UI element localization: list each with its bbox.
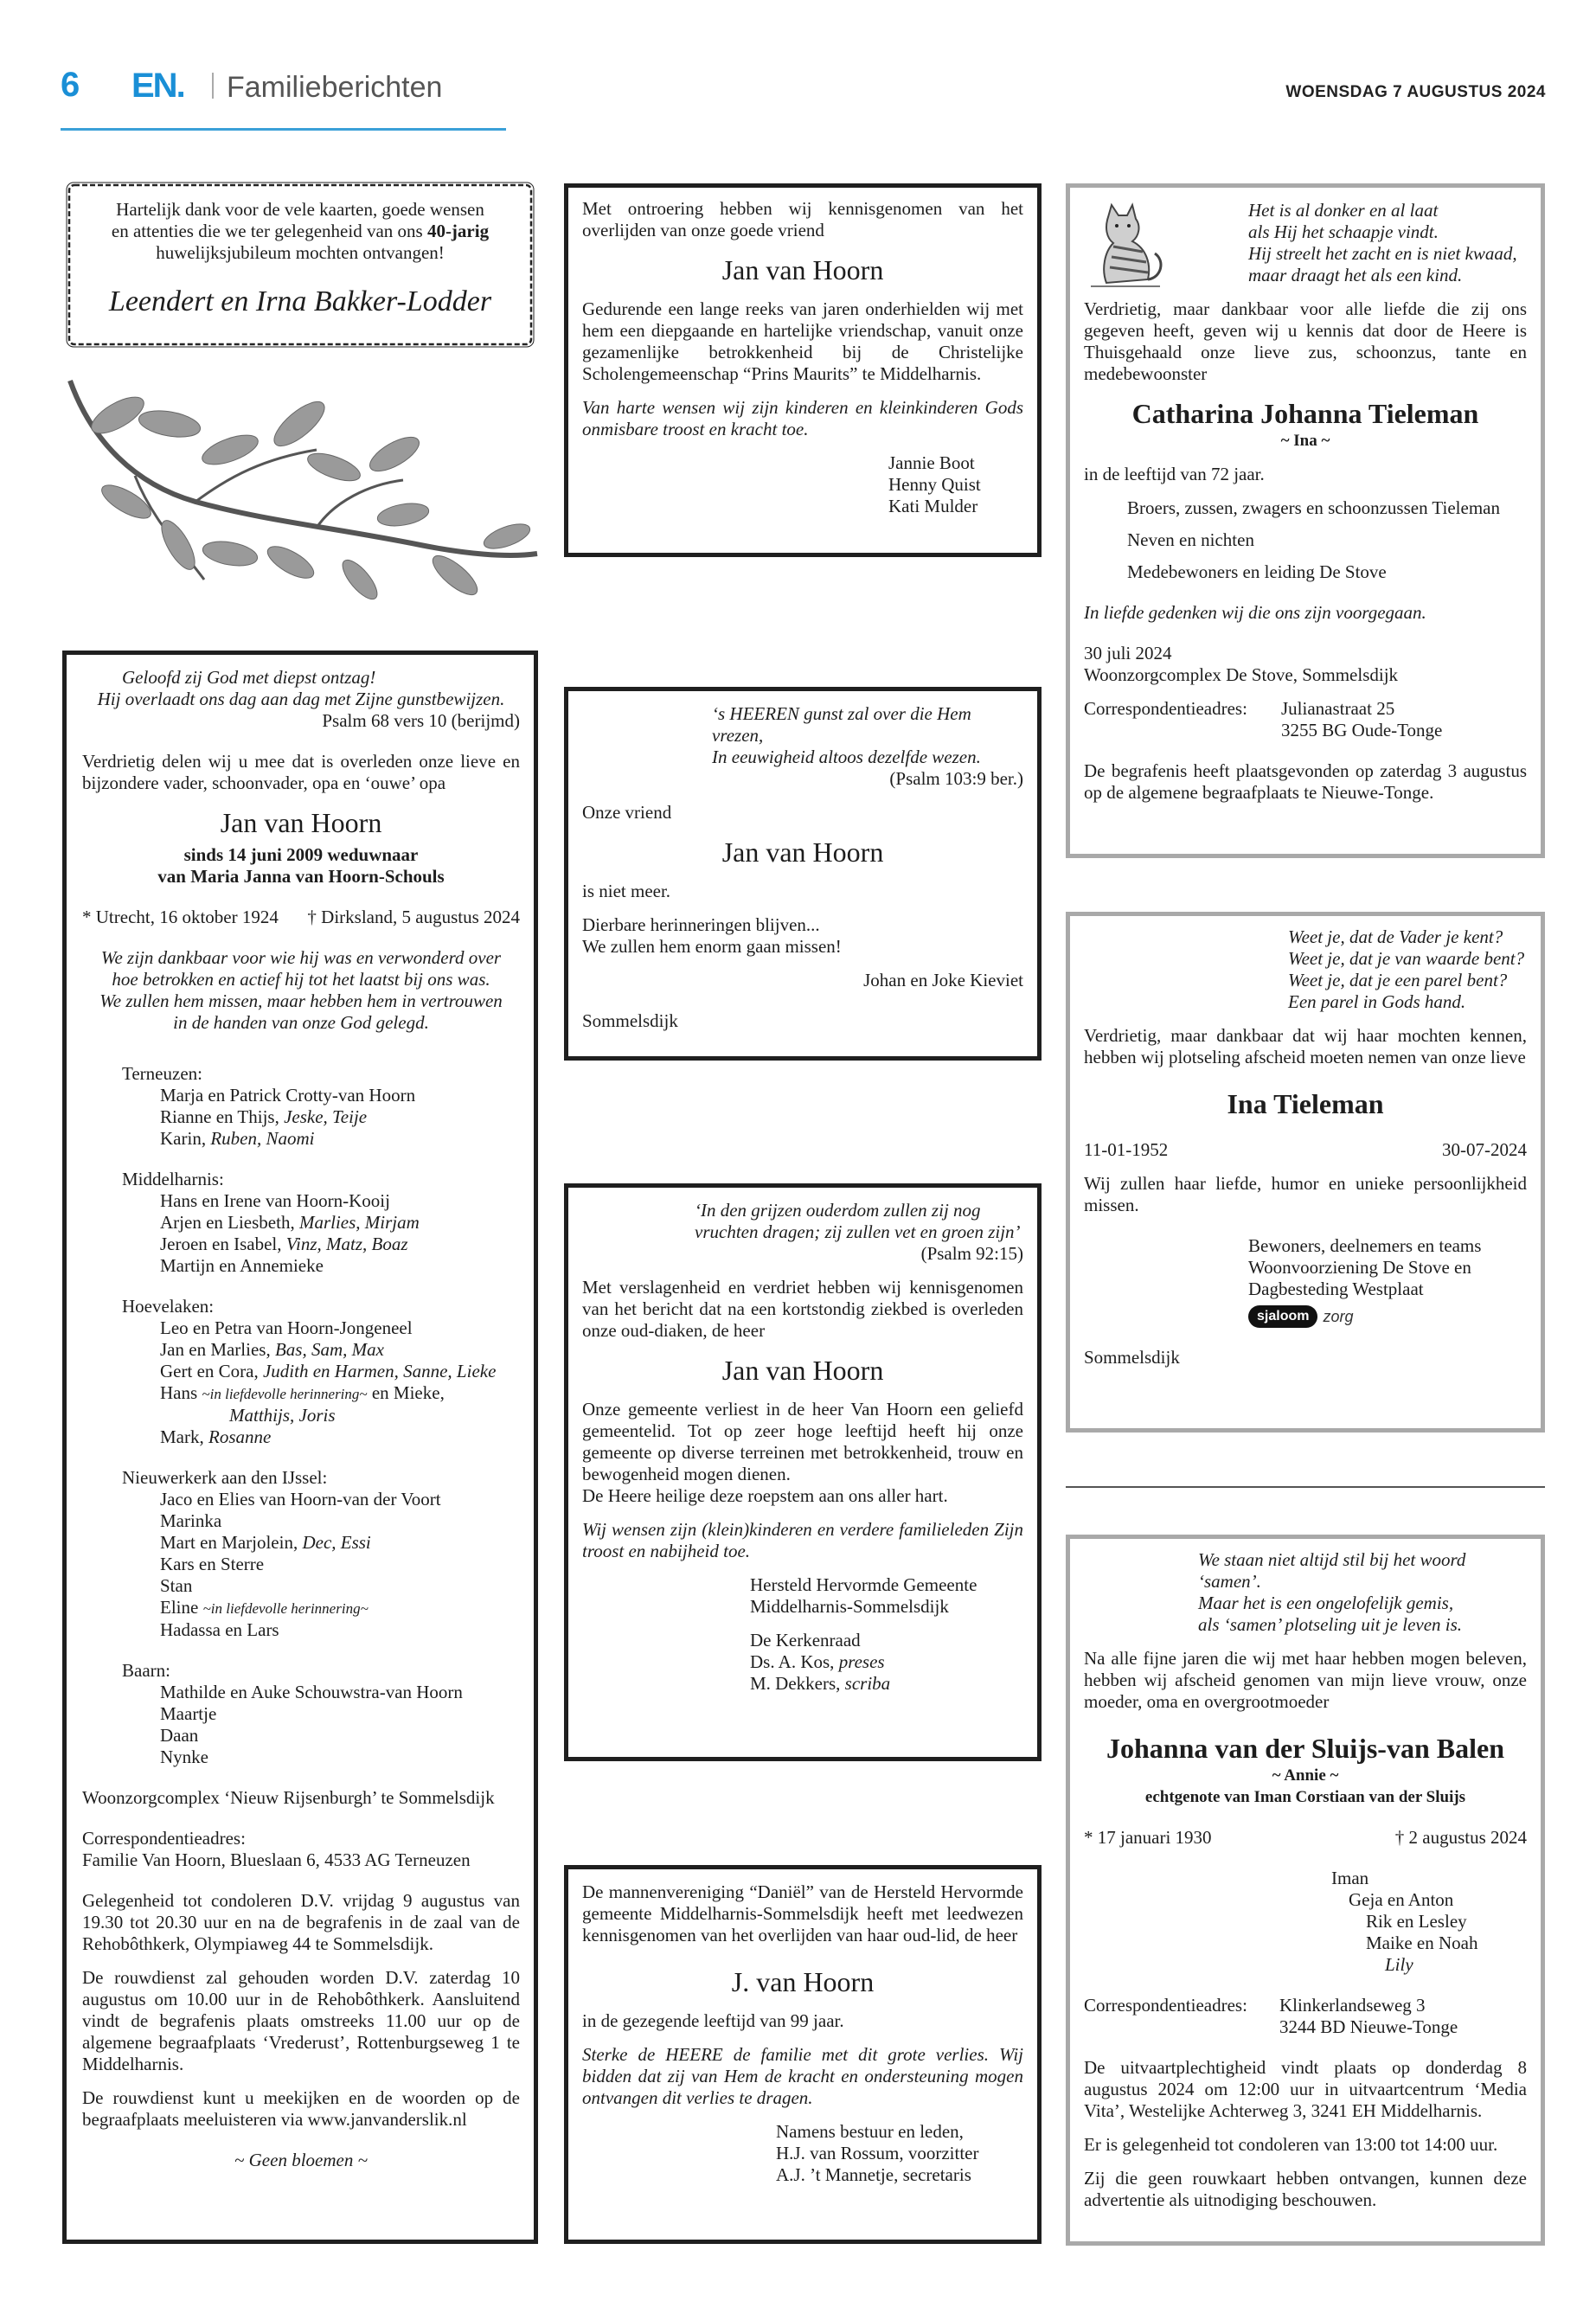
johanna-corr-label: Correspondentieadres: <box>1084 1995 1247 2016</box>
johanna-spouse: echtgenote van Iman Corstiaan van der Sluijs <box>1144 1788 1466 1806</box>
family-line: Hans en Irene van Hoorn-Kooij <box>160 1190 390 1211</box>
friend-place: Sommelsdijk <box>582 1010 678 1031</box>
family-children: Rosanne <box>208 1426 272 1447</box>
thanks-line2 <box>64 221 536 242</box>
friend-memory2: We zullen hem enorm gaan missen! <box>582 936 842 957</box>
church-body1: Onze gemeente verliest in de heer Van Hoorn een geliefd gemeentelid. Tot op zeer hoge leeftijd heeft hij onze gemeente op diverse terreinen met betrokkenheid, trouw en bewogenheid mogen dienen. <box>582 1399 1023 1484</box>
johanna-deceased-name: Johanna van der Sluijs-van Balen <box>1106 1733 1504 1764</box>
family-line: Marja en Patrick Crotty-van Hoorn <box>160 1085 416 1106</box>
family-line <box>82 1426 520 1448</box>
church-org: Hersteld Hervormde Gemeente <box>750 1574 977 1595</box>
column-separator <box>1066 1486 1545 1488</box>
friend-verse2: In eeuwigheid altoos dezelfde wezen. <box>712 747 981 767</box>
ina-deceased-name: Ina Tieleman <box>1227 1088 1384 1119</box>
family-children: Marlies, Mirjam <box>298 1212 420 1233</box>
ad-school <box>564 183 1042 557</box>
family-middelharnis: Middelharnis: <box>122 1169 224 1189</box>
friend-intro: Onze vriend <box>582 802 672 823</box>
school-signer: Jannie Boot <box>888 452 975 473</box>
ina-verse2: Weet je, dat je van waarde bent? <box>1288 948 1525 969</box>
cath-verse3: Hij streelt het zacht en is niet kwaad, <box>1248 243 1517 264</box>
church-wish: Wij wensen zijn (klein)kinderen en verdere familieleden Zijn troost en nabijheid toe. <box>582 1519 1023 1561</box>
ad-johanna <box>1066 1535 1545 2246</box>
family-children: Dec, Essi <box>302 1532 371 1553</box>
johanna-verse3: als ‘samen’ plotseling uit je leven is. <box>1198 1614 1463 1635</box>
johanna-card: Zij die geen rouwkaart hebben ontvangen, kunnen deze advertentie als uitnodiging beschouwen. <box>1084 2168 1527 2210</box>
main-condolence: Gelegenheid tot condoleren D.V. vrijdag 9 augustus van 19.30 tot 20.30 uur en na de begrafenis in de zaal van de Rehobôthkerk, Olympiaweg 44 te Sommelsdijk. <box>82 1890 520 1954</box>
main-died: † Dirksland, 5 augustus 2024 <box>307 907 520 927</box>
johanna-family: Maike en Noah <box>1366 1932 1478 1953</box>
family-children: Judith en Harmen, Sanne, Lieke <box>262 1361 497 1381</box>
family-line: Maartje <box>160 1703 217 1724</box>
main-born: * Utrecht, 16 oktober 1924 <box>82 907 279 927</box>
men-age: in de gezegende leeftijd van 99 jaar. <box>582 2010 844 2031</box>
family-name: Jeroen en Isabel, <box>160 1234 286 1254</box>
church-intro: Met verslagenheid en verdriet hebben wij kennisgenomen van het bericht dat na een kortstondig ziekbed is overleden onze oud-diaken, de heer <box>582 1277 1023 1341</box>
thanks-signature: Leendert en Irna Bakker-Lodder <box>108 285 492 317</box>
friend-memory1: Dierbare herinneringen blijven... <box>582 914 820 935</box>
family-line: Mathilde en Auke Schouwstra-van Hoorn <box>160 1682 463 1702</box>
family-line <box>82 1597 520 1619</box>
en-logo-text: EN. <box>131 67 184 105</box>
ad-mens-society <box>564 1865 1042 2244</box>
johanna-funeral: De uitvaartplechtigheid vindt plaats op donderdag 8 augustus 2024 om 12:00 uur in uitvaartcentrum ‘Media Vita’, Westelijke Achterweg 3, 3241 EH Middelharnis. <box>1084 2057 1527 2121</box>
cath-nickname: ~ Ina ~ <box>1280 432 1330 450</box>
family-name: Karin, <box>160 1128 211 1149</box>
ad-main-family <box>62 651 538 2244</box>
family-line <box>82 1128 520 1150</box>
family-line: Stan <box>160 1575 193 1596</box>
ina-verse4: Een parel in Gods hand. <box>1288 991 1466 1012</box>
family-line <box>82 1361 520 1382</box>
thanks-line3: huwelijksjubileum mochten ontvangen! <box>156 242 445 263</box>
men-wish: Sterke de HEERE de familie met dit grote verlies. Wij bidden dat zij van Hem de kracht en ondersteuning mogen ontvangen dit verlies te dragen. <box>582 2044 1023 2108</box>
section-title: Familieberichten <box>227 71 443 104</box>
family-children: Vinz, Matz, Boaz <box>285 1234 408 1254</box>
thanks-ad <box>64 180 536 349</box>
johanna-verse2: Maar het is een ongelofelijk gemis, <box>1198 1593 1454 1613</box>
ina-miss: Wij zullen haar liefde, humor en unieke persoonlijkheid missen. <box>1084 1173 1527 1215</box>
header-separator <box>212 73 214 99</box>
cath-funeral: De begrafenis heeft plaatsgevonden op zaterdag 3 augustus op de algemene begraafplaats te Nieuwe-Tonge. <box>1084 760 1527 803</box>
johanna-died: † 2 augustus 2024 <box>1394 1827 1527 1848</box>
family-name: Rianne en Thijs, <box>160 1106 285 1127</box>
men-deceased-name: J. van Hoorn <box>731 1966 875 1997</box>
cath-corr1: Julianastraat 25 <box>1281 698 1395 719</box>
main-sub2: van Maria Janna van Hoorn-Schouls <box>157 866 445 887</box>
cath-family: Medebewoners en leiding De Stove <box>1127 561 1387 582</box>
thanks-line1: Hartelijk dank voor de vele kaarten, goede wensen <box>116 199 484 220</box>
family-children: Bas, Sam, Max <box>274 1339 384 1360</box>
cath-corr-label: Correspondentieadres: <box>1084 698 1247 719</box>
family-terneuzen: Terneuzen: <box>122 1063 202 1084</box>
cath-memory: In liefde gedenken wij die ons zijn voorgegaan. <box>1084 602 1426 623</box>
friend-signed: Johan en Joke Kieviet <box>863 970 1023 990</box>
signer-name: Ds. A. Kos, <box>750 1651 839 1672</box>
signer-role: preses <box>838 1651 885 1672</box>
ina-verse1: Weet je, dat de Vader je kent? <box>1288 926 1503 947</box>
main-tribute4: in de handen van onze God gelegd. <box>173 1012 429 1033</box>
johanna-born: * 17 januari 1930 <box>1084 1827 1212 1848</box>
family-line <box>82 1106 520 1128</box>
men-intro: De mannenvereniging “Daniël” van de Hersteld Hervormde gemeente Middelharnis-Sommelsdijk heeft met leedwezen kennisgenomen van het overlijden van haar oud-lid, de heer <box>582 1881 1023 1945</box>
family-line: Hadassa en Lars <box>160 1619 279 1640</box>
church-council: De Kerkenraad <box>750 1630 861 1650</box>
page-number: 6 <box>61 66 80 104</box>
family-baarn: Baarn: <box>122 1660 170 1681</box>
men-signer: H.J. van Rossum, voorzitter <box>776 2143 979 2163</box>
cath-verse1: Het is al donker en al laat <box>1248 200 1439 221</box>
family-line: Nynke <box>160 1747 208 1767</box>
johanna-condolence: Er is gelegenheid tot condoleren van 13:00 tot 14:00 uur. <box>1084 2134 1498 2155</box>
family-line: Kars en Sterre <box>160 1554 265 1574</box>
family-children: Jeske, Teije <box>284 1106 368 1127</box>
school-body: Gedurende een lange reeks van jaren onderhielden wij met hem een diepgaande en hartelijke vriendschap, vanuit onze gezamenlijke betrokkenheid bij de Christelijke Scholengemeenschap “Prins Maurits” te Middelharnis. <box>582 298 1023 384</box>
ina-signer: Woonvoorziening De Stove en <box>1248 1257 1471 1278</box>
family-name: Eline <box>160 1597 203 1618</box>
family-name: Gert en Cora, <box>160 1361 263 1381</box>
main-residence: Woonzorgcomplex ‘Nieuw Rijsenburgh’ te Sommelsdijk <box>82 1787 495 1808</box>
in-memory-note: ~in liefdevolle herinnering~ <box>202 1600 369 1617</box>
family-line: Daan <box>160 1725 199 1746</box>
ina-signer: Bewoners, deelnemers en teams <box>1248 1235 1482 1256</box>
main-tribute3: We zullen hem missen, maar hebben hem in vertrouwen <box>99 990 503 1011</box>
sjaloom-logo <box>1248 1305 1527 1328</box>
ina-verse3: Weet je, dat je een parel bent? <box>1288 970 1508 990</box>
cath-corr2: 3255 BG Oude-Tonge <box>1281 720 1443 740</box>
friend-gone: is niet meer. <box>582 881 671 901</box>
family-children: Ruben, Naomi <box>210 1128 315 1149</box>
friend-deceased-name: Jan van Hoorn <box>721 836 884 868</box>
friend-verse1: ‘s HEEREN gunst zal over die Hem vrezen, <box>712 703 971 746</box>
church-signer <box>582 1651 1023 1673</box>
cat-illustration <box>1082 200 1169 293</box>
school-deceased-name: Jan van Hoorn <box>721 254 884 285</box>
men-signer: A.J. ’t Mannetje, secretaris <box>776 2164 971 2185</box>
main-deceased-name: Jan van Hoorn <box>220 807 382 838</box>
church-verse-ref: (Psalm 92:15) <box>920 1243 1023 1264</box>
family-name: en Mieke, <box>367 1382 445 1403</box>
ad-church <box>564 1183 1042 1761</box>
ina-born: 11-01-1952 <box>1084 1139 1169 1160</box>
friend-verse-ref: (Psalm 103:9 ber.) <box>889 768 1023 789</box>
main-corr-label: Correspondentieadres: <box>82 1828 246 1849</box>
ina-intro: Verdrietig, maar dankbaar dat wij haar mochten kennen, hebben wij plotseling afscheid moeten nemen van onze lieve <box>1084 1025 1527 1067</box>
main-verse2: Hij overlaadt ons dag aan dag met Zijne gunstbewijzen. <box>97 689 505 709</box>
ina-died: 30-07-2024 <box>1442 1139 1527 1160</box>
cath-family: Broers, zussen, zwagers en schoonzussen Tieleman <box>1127 497 1500 518</box>
school-intro: Met ontroering hebben wij kennisgenomen van het overlijden van onze goede vriend <box>582 198 1023 240</box>
family-name: Hans <box>160 1382 202 1403</box>
ad-catharina <box>1066 183 1545 858</box>
main-service: De rouwdienst zal gehouden worden D.V. zaterdag 10 augustus om 10.00 uur in de Rehobôthkerk. Aansluitend vindt de begrafenis plaats omstreeks 11.00 uur op de algemene begraafplaats ‘Vrederust’, Rottenburgseweg 1 te Middelharnis. <box>82 1967 520 2074</box>
thanks-line2-text: en attenties die we ter gelegenheid van ons <box>111 221 427 241</box>
cath-date: 30 juli 2024 <box>1084 643 1172 663</box>
ina-signer: Dagbesteding Westplaat <box>1248 1279 1424 1299</box>
family-children: Matthijs, Joris <box>229 1405 336 1426</box>
family-nieuwerkerk: Nieuwerkerk aan den IJssel: <box>122 1467 328 1488</box>
family-line <box>82 1339 520 1361</box>
page-date: WOENSDAG 7 AUGUSTUS 2024 <box>1285 83 1546 101</box>
ina-place: Sommelsdijk <box>1084 1347 1180 1368</box>
family-line <box>82 1234 520 1255</box>
family-line: Jaco en Elies van Hoorn-van der Voort <box>160 1489 441 1509</box>
johanna-family: Rik en Lesley <box>1366 1911 1467 1932</box>
johanna-intro: Na alle fijne jaren die wij met haar hebben mogen beleven, hebben wij afscheid genomen van mijn lieve vrouw, onze moeder, oma en overgrootmoeder <box>1084 1648 1527 1712</box>
church-deceased-name: Jan van Hoorn <box>721 1355 884 1386</box>
main-no-flowers: ~ Geen bloemen ~ <box>234 2150 368 2170</box>
family-name: Mark, <box>160 1426 208 1447</box>
cath-verse2: als Hij het schaapje vindt. <box>1248 221 1439 242</box>
main-sub1: sinds 14 juni 2009 weduwnaar <box>183 844 419 865</box>
family-name: Arjen en Liesbeth, <box>160 1212 299 1233</box>
main-corr-value: Familie Van Hoorn, Blueslaan 6, 4533 AG Terneuzen <box>82 1849 471 1870</box>
main-intro: Verdrietig delen wij u mee dat is overleden onze lieve en bijzondere vader, schoonvader, opa en ‘ouwe’ opa <box>82 751 520 793</box>
family-line <box>82 1382 520 1405</box>
signer-name: M. Dekkers, <box>750 1673 845 1694</box>
en-logo <box>131 67 197 105</box>
johanna-corr1: Klinkerlandseweg 3 <box>1279 1995 1426 2016</box>
ad-ina <box>1066 912 1545 1433</box>
church-verse1: ‘In den grijzen ouderdom zullen zij nog <box>695 1200 981 1221</box>
school-wish: Van harte wensen wij zijn kinderen en kleinkinderen Gods onmisbare troost en kracht toe. <box>582 397 1023 439</box>
men-signer: Namens bestuur en leden, <box>776 2121 964 2142</box>
cath-verse4: maar draagt het als een kind. <box>1248 265 1463 285</box>
sjaloom-logo-zorg: zorg <box>1323 1307 1354 1325</box>
main-verse-ref: Psalm 68 vers 10 (berijmd) <box>322 710 520 731</box>
johanna-family: Lily <box>1385 1954 1413 1975</box>
church-verse2: vruchten dragen; zij zullen vet en groen zijn’ <box>695 1221 1021 1242</box>
family-name: Jan en Marlies, <box>160 1339 275 1360</box>
cath-family: Neven en nichten <box>1127 529 1254 550</box>
family-name: Mart en Marjolein, <box>160 1532 303 1553</box>
school-signer: Henny Quist <box>888 474 981 495</box>
family-hoevelaken: Hoevelaken: <box>122 1296 215 1317</box>
branch-illustration <box>57 372 542 614</box>
main-tribute2: hoe betrokken en actief hij tot het laatst bij ons was. <box>112 969 490 990</box>
main-verse1: Geloofd zij God met diepst ontzag! <box>122 667 376 688</box>
family-line: Martijn en Annemieke <box>160 1255 324 1276</box>
johanna-family: Iman <box>1331 1868 1369 1888</box>
in-memory-note: ~in liefdevolle herinnering~ <box>202 1386 368 1402</box>
cath-place: Woonzorgcomplex De Stove, Sommelsdijk <box>1084 664 1399 685</box>
school-signer: Kati Mulder <box>888 496 978 516</box>
johanna-corr2: 3244 BD Nieuwe-Tonge <box>1279 2016 1458 2037</box>
sjaloom-logo-badge: sjaloom <box>1248 1305 1317 1328</box>
ad-friend <box>564 687 1042 1061</box>
header-rule <box>61 128 506 131</box>
family-line <box>82 1212 520 1234</box>
cath-intro: Verdrietig, maar dankbaar voor alle liefde die zij ons gegeven heeft, geven wij u kennis dat door de Heere is Thuisgehaald onze lieve zus, schoonzus, tante en medebewoonster <box>1084 298 1527 384</box>
church-org: Middelharnis-Sommelsdijk <box>750 1596 949 1617</box>
family-line <box>82 1532 520 1554</box>
signer-role: scriba <box>844 1673 891 1694</box>
johanna-nickname: ~ Annie ~ <box>1272 1766 1339 1785</box>
johanna-verse1: We staan niet altijd stil bij het woord ‘samen’. <box>1198 1549 1466 1592</box>
church-signer <box>582 1673 1023 1695</box>
main-tribute1: We zijn dankbaar voor wie hij was en verwonderd over <box>100 947 502 968</box>
johanna-family: Geja en Anton <box>1349 1889 1454 1910</box>
thanks-anniversary: 40-jarig <box>426 221 490 241</box>
family-line: Leo en Petra van Hoorn-Jongeneel <box>160 1317 413 1338</box>
cath-deceased-name: Catharina Johanna Tieleman <box>1131 398 1479 429</box>
family-line: Marinka <box>160 1510 222 1531</box>
main-online: De rouwdienst kunt u meekijken en de woorden op de begraafplaats meeluisteren via www.janvanderslik.nl <box>82 2087 520 2130</box>
cath-age: in de leeftijd van 72 jaar. <box>1084 464 1265 484</box>
church-body2: De Heere heilige deze roepstem aan ons aller hart. <box>582 1485 948 1506</box>
